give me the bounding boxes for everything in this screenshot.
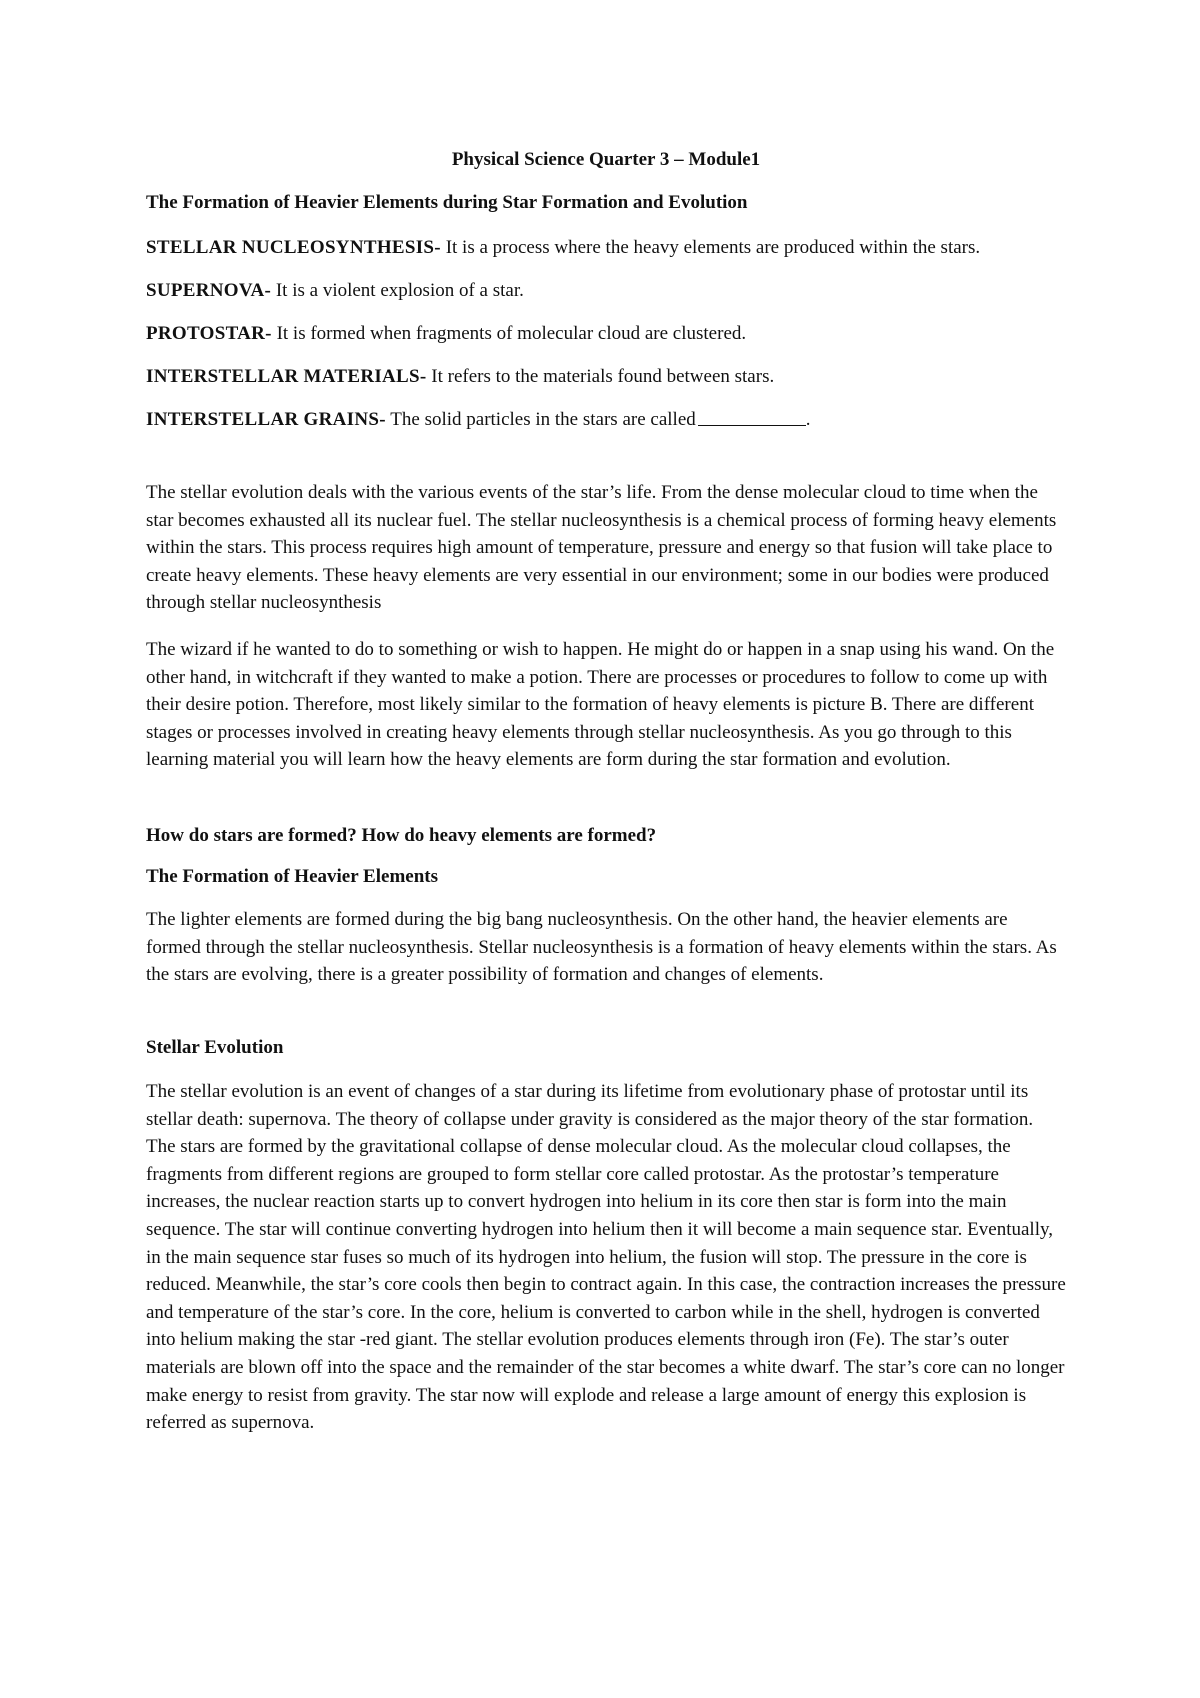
paragraph-wizard-analogy: The wizard if he wanted to do to something or wish to happen. He might do or happen in a snap using his wand. On the other hand, in witchcraft if they wanted to make a potion. There are processes or procedures to follow to come up with their desire potion. Therefore, most likely similar to the formation of heavy elements is picture B. There are different stages or processes involved in creating heavy elements through stellar nucleosynthesis. As you go through to this learning material you will learn how the heavy elements are form during the star formation and evolution. [146,639,1055,771]
definition-term: STELLAR NUCLEOSYNTHESIS- [146,237,441,258]
definition-text: It refers to the materials found between stars. [426,366,775,387]
definition-text: The solid particles in the stars are called [385,409,696,430]
question-heading: How do stars are formed? How do heavy elements are formed? [146,825,657,846]
definition-suffix: . [805,409,811,430]
definition-stellar-nucleosynthesis [146,234,1046,262]
definition-text: It is a process where the heavy elements are produced within the stars. [440,237,981,258]
definition-term: PROTOSTAR- [146,323,272,344]
definition-text: It is a violent explosion of a star. [271,280,524,301]
section-heading-formation: The Formation of Heavier Elements [146,866,438,887]
paragraph-stellar-evolution-intro: The stellar evolution deals with the various events of the star’s life. From the dense molecular cloud to time when the star becomes exhausted all its nuclear fuel. The stellar nucleosynthesis is a chemical process of forming heavy elements within the stars. This process requires high amount of temperature, pressure and energy so that fusion will take place to create heavy elements. These heavy elements are very essential in our environment; some in our bodies were produced through stellar nucleosynthesis [146,482,1057,614]
definition-interstellar-materials [146,363,1046,391]
definition-protostar [146,320,1046,348]
page-subtitle: The Formation of Heavier Elements during Star Formation and Evolution [146,192,748,213]
fill-in-blank [698,407,806,426]
definition-term: SUPERNOVA- [146,280,272,301]
paragraph-stellar-evolution: The stellar evolution is an event of changes of a star during its lifetime from evolutionary phase of protostar until its stellar death: supernova. The theory of collapse under gravity is considered as the major theory of the star formation. The stars are formed by the gravitational collapse of dense molecular cloud. As the molecular cloud collapses, the fragments from different regions are grouped to form stellar core called protostar. As the protostar’s temperature increases, the nuclear reaction starts up to convert hydrogen into helium in its core then star is form into the main sequence. The star will continue converting hydrogen into helium then it will become a main sequence star. Eventually, in the main sequence star fuses so much of its hydrogen into helium, the fusion will stop. The pressure in the core is reduced. Meanwhile, the star’s core cools then begin to contract again. In this case, the contraction increases the pressure and temperature of the star’s core. In the core, helium is converted to carbon while in the shell, hydrogen is converted into helium making the star -red giant. The stellar evolution produces elements through iron (Fe). The star’s outer materials are blown off into the space and the remainder of the star becomes a white dwarf. The star’s core can no longer make energy to resist from gravity. The star now will explode and release a large amount of energy this explosion is referred as supernova. [146,1081,1066,1434]
definition-term: INTERSTELLAR MATERIALS- [146,366,427,387]
definitions-list [146,234,1066,449]
definition-supernova [146,277,1046,305]
definition-text: It is formed when fragments of molecular cloud are clustered. [271,323,747,344]
definition-term: INTERSTELLAR GRAINS- [146,409,386,430]
page-title: Physical Science Quarter 3 – Module1 [451,149,761,170]
definition-interstellar-grains [146,406,1046,434]
paragraph-formation: The lighter elements are formed during the big bang nucleosynthesis. On the other hand, the heavier elements are formed through the stellar nucleosynthesis. Stellar nucleosynthesis is a formation of heavy elements within the stars. As the stars are evolving, there is a greater possibility of formation and changes of elements. [146,909,1057,986]
section-heading-stellar-evolution: Stellar Evolution [146,1037,284,1058]
